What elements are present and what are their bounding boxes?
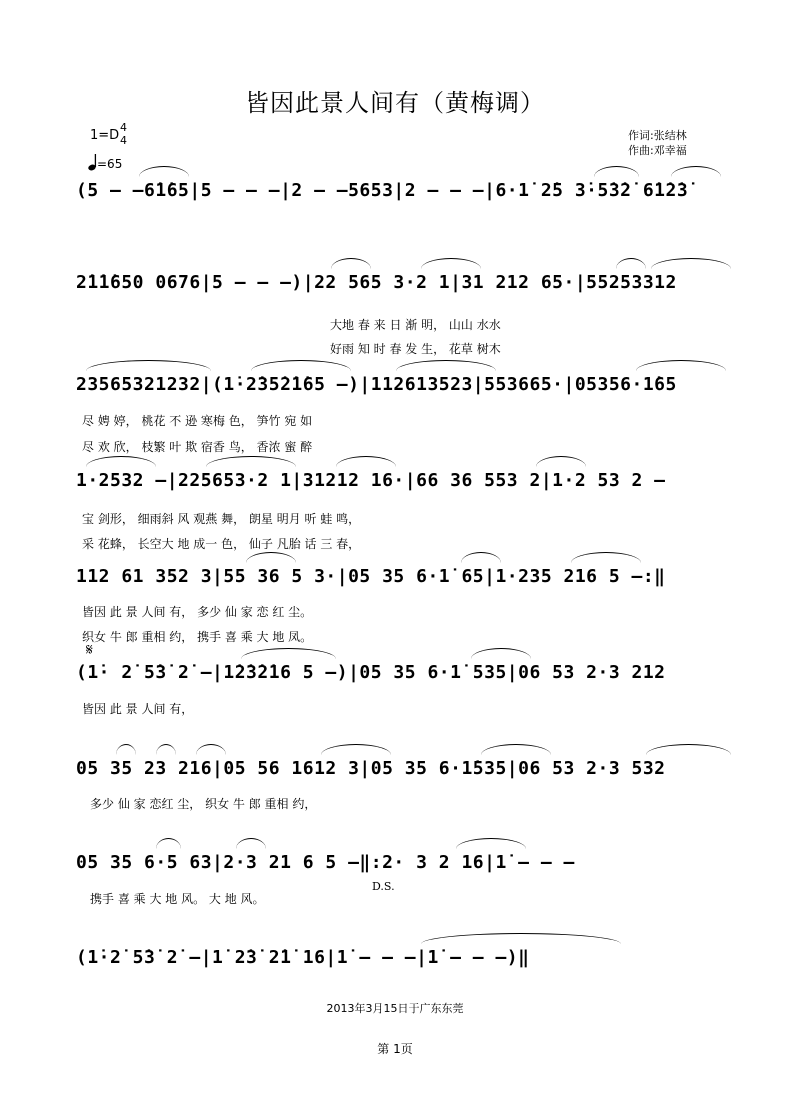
- lyric-line: 皆因 此 景 人间 有，: [82, 702, 194, 716]
- lyric-line: 尽 欢 欣， 枝繁 叶 欺 宿香 鸟， 香浓 蜜 醉: [82, 440, 313, 454]
- composition-date: 2013年3月15日于广东东莞: [326, 1002, 464, 1015]
- segno-icon: 𝄋: [86, 640, 93, 659]
- slur: [139, 166, 189, 177]
- staff-row-2: [76, 270, 732, 300]
- slur: [196, 744, 226, 755]
- staff-row-7: [76, 756, 732, 786]
- slur: [456, 838, 526, 849]
- lyric-line: 多少 仙 家 恋红 尘， 织女 牛 郎 重相 约，: [90, 797, 317, 811]
- lyric-line: 宝 剑形， 细雨斜 风 观燕 舞， 朗星 明月 听 蛙 鸣，: [82, 512, 361, 526]
- page-title: 皆因此景人间有（黄梅调）: [245, 89, 545, 117]
- staff-row-5: [76, 564, 732, 594]
- tempo-marking: [88, 153, 122, 171]
- lyric-line: 采 花蜂， 长空大 地 成一 色， 仙子 凡胎 话 三 春，: [82, 537, 361, 551]
- notation-line: (1̇· 2̇ 5̇3̇ 2̇ –|1̇2̇3̇2̇16 5 –)|05 35 6·1̇ 535|06 53 2·3 212: [76, 662, 666, 683]
- notation-line: 05 35 6·5 63|2·3 21 6 5 –‖:2· 3 2 16|1̇ – – –: [76, 852, 575, 873]
- slur: [86, 456, 156, 467]
- lyric-line: 大地 春 来 日 渐 明， 山山 水水: [330, 318, 501, 332]
- notation-line: 112 61 352 3|55 36 5 3·|05 35 6·1̇ 65|1·235 216 5 –:‖: [76, 566, 666, 587]
- slur: [206, 456, 296, 467]
- notation-line: 05 35 23 216|05 56 1612 3|05 35 6·1̇535|06 53 2·3 532: [76, 758, 666, 779]
- notation-line: (1̇·2̇ 5̇3̇ 2̇ –|1̇ 2̇3̇ 2̇1̇ 16|1̇ – – –|1̇ – – –)‖: [76, 947, 530, 968]
- slur: [594, 166, 639, 177]
- lyricist: 作词:张结林: [628, 129, 687, 142]
- slur: [616, 258, 646, 269]
- slur: [246, 552, 296, 563]
- slur: [156, 838, 181, 849]
- slur: [321, 744, 391, 755]
- slur: [636, 360, 726, 371]
- slur: [536, 456, 586, 467]
- notation-line: 23565321232|(1̇·2̇35̇2̇1̇65 –)|112613523|553665·|05356·1̇65: [76, 374, 677, 395]
- slur: [336, 456, 396, 467]
- notation-line: (5 – –6̇1̇65|5 – – –|2 – –5653|2 – – –|6·1̇ 2̇5 3̇·5̇3̇2̇ 6̇1̇2̇3̇: [76, 180, 689, 201]
- staff-row-4: [76, 468, 732, 498]
- slur: [646, 744, 731, 755]
- tempo-value: =65: [97, 157, 123, 171]
- lyric-line: 尽 娉 婷， 桃花 不 逊 寒梅 色， 笋竹 宛 如: [82, 414, 313, 428]
- composer: 作曲:邓幸福: [628, 144, 687, 157]
- slur: [671, 166, 721, 177]
- lyric-line: 皆因 此 景 人间 有， 多少 仙 家 恋 红 尘。: [82, 605, 313, 619]
- notation-line: 1·2532 –|225653·2 1|31212 16·|66 36 553 2|1·2 53 2 –: [76, 470, 666, 491]
- time-signature: [120, 121, 127, 147]
- slur: [156, 744, 176, 755]
- staff-row-8: [76, 850, 732, 880]
- page-number: 第 1页: [377, 1042, 413, 1056]
- slur: [421, 258, 481, 269]
- slur: [471, 648, 531, 659]
- slur: [461, 552, 501, 563]
- staff-row-3: [76, 372, 732, 402]
- ds-mark: D.S.: [372, 880, 395, 893]
- lyric-line: 携手 喜 乘 大 地 风。 大 地 风。: [90, 892, 265, 906]
- quarter-note-icon: [88, 153, 97, 171]
- slur: [651, 258, 731, 269]
- slur: [481, 744, 551, 755]
- staff-row-1: [76, 178, 732, 208]
- time-sig-top: 4: [120, 121, 127, 134]
- lyric-line: 织女 牛 郎 重相 约， 携手 喜 乘 大 地 凤。: [82, 630, 313, 644]
- slur: [331, 258, 371, 269]
- notation-line: 2̇1̇1̇650 0676|5 – – –)|22 565 3·2 1|31 212 65·|55253312: [76, 272, 677, 293]
- slur: [251, 360, 351, 371]
- slur: [396, 360, 496, 371]
- staff-row-9: [76, 945, 732, 975]
- staff-row-6: [76, 660, 732, 690]
- credits: [628, 128, 687, 158]
- slur: [241, 648, 336, 659]
- time-sig-bottom: 4: [120, 134, 127, 147]
- key-signature: 1=D: [90, 128, 120, 143]
- slur: [86, 360, 211, 371]
- lyric-line: 好雨 知 时 春 发 生， 花草 树木: [330, 342, 501, 356]
- slur: [236, 838, 266, 849]
- tie: [421, 933, 621, 944]
- slur: [571, 552, 641, 563]
- slur: [116, 744, 136, 755]
